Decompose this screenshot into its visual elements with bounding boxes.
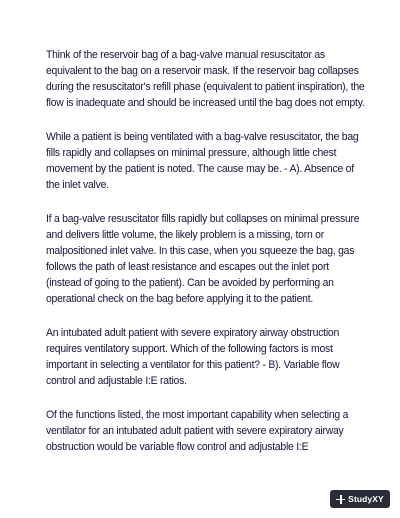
paragraph-4: An intubated adult patient with severe expiratory airway obstruction requires ventilatory support. Which of the following factors is most important in selecting a ventilator for this patient? - B). Variable flow control and adjustable I:E ratios. <box>46 327 340 387</box>
watermark-label: StudyXY <box>348 494 384 504</box>
plus-icon <box>336 495 345 504</box>
paragraph-3: If a bag-valve resuscitator fills rapidly but collapses on minimal pressure and delivers little volume, the likely problem is a missing, torn or malpositioned inlet valve. In this case, when you squeeze the bag, gas follows the path of least resistance and escapes out the inlet port (instead of going to the patient). Can be avoided by performing an operational check on the bag before applying it to the patient. <box>46 213 360 305</box>
document-body <box>46 47 366 473</box>
studyxy-watermark-badge[interactable] <box>330 490 390 508</box>
paragraph-2: While a patient is being ventilated with a bag-valve resuscitator, the bag fills rapidly and collapses on minimal pressure, although little chest movement by the patient is noted. The cause may be. - A). Absence of the inlet valve. <box>46 131 359 191</box>
paragraph-1: Think of the reservoir bag of a bag-valve manual resuscitator as equivalent to the bag on a reservoir mask. If the reservoir bag collapses during the resuscitator's refill phase (equivalent to patient inspiration), the flow is inadequate and should be increased until the bag does not empty. <box>46 49 365 109</box>
paragraph-5: Of the functions listed, the most important capability when selecting a ventilator for an intubated adult patient with severe expiratory airway obstruction would be variable flow control and adjustable I:E <box>46 409 349 453</box>
